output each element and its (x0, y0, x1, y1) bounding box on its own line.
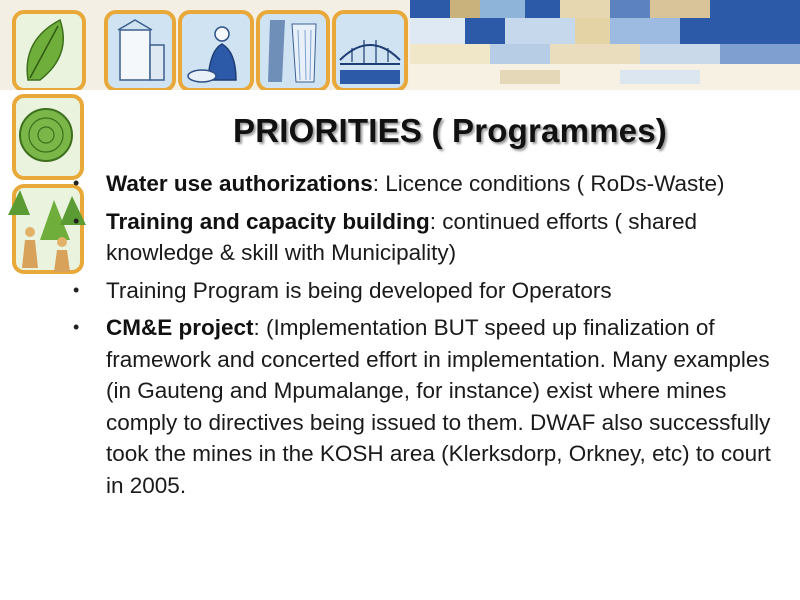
bullet-dot: • (73, 210, 80, 231)
bullet-list (70, 168, 780, 507)
water-tank-icon (106, 12, 174, 90)
person-washing-icon (180, 12, 252, 90)
bullet-bold-text: CM&E project (106, 315, 254, 340)
bullet-dot: • (73, 317, 80, 337)
bullet-dot: • (73, 173, 80, 193)
bullet-bold-text: Water use authorizations (106, 171, 373, 196)
bullet-item (70, 168, 780, 200)
bullet-dot: • (73, 279, 80, 300)
bullet-text: Training Program is being developed for Operators (106, 277, 612, 303)
bridge-icon (334, 12, 406, 90)
bullet-item (70, 206, 780, 269)
header-mosaic-band (0, 0, 800, 90)
slide-title: PRIORITIES ( Programmes) (233, 112, 667, 149)
tree-ring-icon (14, 96, 82, 178)
bullet-text: : continued efforts ( shared knowledge & skill with Municipality) (106, 208, 698, 265)
bullet-text: : Licence conditions ( RoDs-Waste) (372, 171, 725, 196)
bullet-item (70, 312, 780, 501)
bullet-item (70, 275, 780, 307)
waterfall-icon (258, 12, 328, 90)
bullet-bold-text: Training and capacity building (106, 208, 430, 234)
bullet-text: : (Implementation BUT speed up finalization of framework and concerted effort in implementation. Many examples (in Gauteng and Mpumalange, for instance) exist where mines comply to directives being issued to them. DWAF also successfully took the mines in the KOSH area (Klerksdorp, Orkney, etc) to court in 2005. (106, 315, 771, 498)
